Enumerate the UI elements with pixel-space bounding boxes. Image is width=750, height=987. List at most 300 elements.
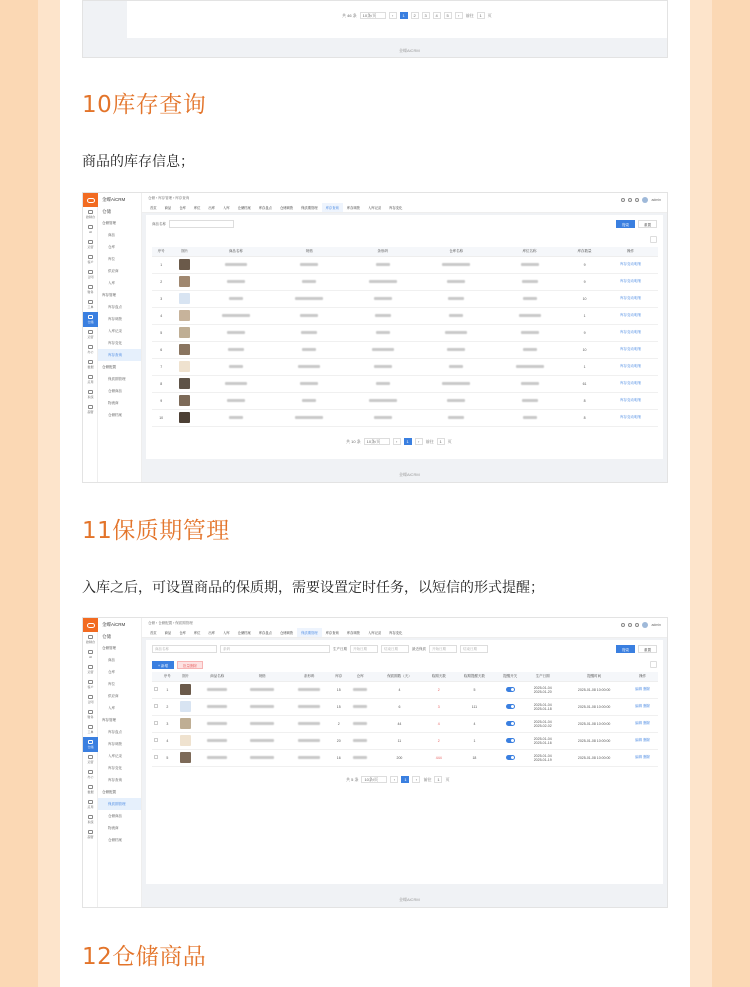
column-header[interactable]: 序号 xyxy=(160,672,174,681)
product-name-filter[interactable]: 商品名称 xyxy=(152,645,217,653)
blurred-cell xyxy=(238,698,287,715)
reset-button[interactable]: 重置 xyxy=(638,220,657,228)
icon-bar-item[interactable] xyxy=(83,387,98,402)
tab-item[interactable]: 仓储档案 xyxy=(237,206,251,210)
row-actions[interactable]: 编辑 删除 xyxy=(627,681,658,698)
column-header[interactable]: 商品名称 xyxy=(197,672,238,681)
row-number: 9 xyxy=(152,392,170,409)
submenu-item[interactable]: 库存查询 xyxy=(108,778,122,782)
blurred-text xyxy=(300,314,318,317)
row-actions[interactable]: 编辑 删除 xyxy=(627,749,658,766)
table-row xyxy=(152,324,658,341)
icon-bar-list xyxy=(83,207,97,417)
icon-bar-label: 办公 xyxy=(87,775,94,779)
barcode-filter[interactable]: 条码 xyxy=(220,645,330,653)
product-image xyxy=(179,395,190,406)
tab-item[interactable]: 库位 xyxy=(193,631,201,635)
icon-bar-item[interactable] xyxy=(83,402,98,417)
remind-toggle[interactable] xyxy=(506,738,515,743)
row-actions[interactable]: 编辑 删除 xyxy=(627,698,658,715)
stock-detail-link[interactable]: 库存变动明细 xyxy=(603,324,658,341)
row-checkbox[interactable] xyxy=(154,738,158,742)
blurred-text xyxy=(225,263,247,266)
product-image-cell xyxy=(174,715,196,732)
icon-bar-label: AI xyxy=(89,230,92,234)
submenu-item[interactable]: 仓库 xyxy=(108,245,115,249)
blurred-text xyxy=(207,756,227,759)
user-name[interactable]: admin xyxy=(651,198,661,202)
column-settings-icon[interactable] xyxy=(650,236,657,243)
tab-bar xyxy=(142,628,667,638)
row-checkbox[interactable] xyxy=(154,704,158,708)
product-image xyxy=(180,701,191,712)
icon-bar-item[interactable] xyxy=(83,342,98,357)
icon-bar-item[interactable] xyxy=(83,827,98,842)
submenu-item[interactable]: 库存查询 xyxy=(98,349,141,361)
blurred-text xyxy=(302,399,316,402)
production-date-from[interactable]: 开始日期 xyxy=(350,645,378,653)
blurred-text xyxy=(228,348,244,351)
icon-bar-item[interactable] xyxy=(83,632,98,647)
pager-total: 共 46 条 xyxy=(342,12,357,18)
table-row xyxy=(152,375,658,392)
production-date-to[interactable]: 结束日期 xyxy=(381,645,409,653)
icon-bar-label: 仓储 xyxy=(87,745,94,749)
remind-days: 4 xyxy=(453,715,496,732)
stock-detail-link[interactable]: 库存变动明细 xyxy=(603,375,658,392)
stock-quantity: 61 xyxy=(566,375,603,392)
tab-item[interactable]: 库存调拨 xyxy=(346,206,360,210)
shelf-life-days: 6 xyxy=(374,698,424,715)
column-header[interactable]: 序号 xyxy=(152,247,170,256)
blurred-text xyxy=(353,705,367,708)
page-button-1[interactable]: 1 xyxy=(400,12,408,19)
submenu-item[interactable]: 物流商 xyxy=(108,826,119,830)
blurred-text xyxy=(449,365,463,368)
icon-bar-item[interactable] xyxy=(83,207,98,222)
notification-icon[interactable] xyxy=(621,623,625,627)
blurred-cell xyxy=(199,290,272,307)
blurred-cell xyxy=(287,698,332,715)
column-header[interactable]: 临期天数 xyxy=(424,672,453,681)
app-submenu xyxy=(98,193,142,483)
blurred-text xyxy=(447,399,465,402)
search-button[interactable]: 搜索 xyxy=(616,220,635,228)
stock-detail-link[interactable]: 库存变动明细 xyxy=(603,290,658,307)
page-size-select[interactable]: 10条/页 xyxy=(360,12,386,19)
icon-bar-item[interactable] xyxy=(83,282,98,297)
tab-item[interactable]: 库存变化 xyxy=(389,631,403,635)
prev-page-button[interactable]: ‹ xyxy=(390,776,398,783)
tab-item[interactable]: 仓储调拨 xyxy=(279,206,294,210)
tab-item[interactable]: 库存变化 xyxy=(389,206,403,210)
blurred-text xyxy=(442,263,470,266)
prev-page-button[interactable]: ‹ xyxy=(389,12,397,19)
column-header[interactable]: 库存 xyxy=(332,672,346,681)
blurred-cell xyxy=(199,409,272,426)
row-checkbox-cell xyxy=(152,715,160,732)
submenu-item[interactable]: 库存调拨 xyxy=(108,317,122,321)
section-description: 商品的库存信息； xyxy=(82,154,194,170)
icon-bar-item[interactable] xyxy=(83,782,98,797)
icon-bar-item[interactable] xyxy=(83,722,98,737)
icon-bar-label: 客户 xyxy=(87,260,94,264)
icon-bar-item[interactable] xyxy=(83,252,98,267)
column-header[interactable]: 图片 xyxy=(170,247,199,256)
table-header-row xyxy=(152,247,658,256)
column-header[interactable]: 仓库名称 xyxy=(419,247,492,256)
remind-switch-cell xyxy=(496,698,525,715)
icon-bar-item[interactable] xyxy=(83,297,98,312)
table-row xyxy=(152,358,658,375)
icon-bar-item[interactable] xyxy=(83,767,98,782)
search-button[interactable]: 搜索 xyxy=(616,645,635,653)
table-row xyxy=(152,698,658,715)
goto-input[interactable]: 1 xyxy=(434,776,442,783)
blurred-cell xyxy=(273,392,346,409)
submenu-item[interactable]: 库存调拨 xyxy=(108,742,122,746)
product-image xyxy=(179,361,190,372)
blurred-cell xyxy=(419,358,492,375)
table-row xyxy=(152,715,658,732)
column-header[interactable]: 生产日期 xyxy=(524,672,561,681)
icon-bar-label: 数据 xyxy=(87,790,94,794)
tab-item[interactable]: 入库记录 xyxy=(367,206,382,210)
blurred-text xyxy=(225,382,247,385)
breadcrumb: 仓储 › 库存管理 › 库存查询 xyxy=(148,196,190,200)
column-header[interactable] xyxy=(152,672,160,681)
icon-bar-item[interactable] xyxy=(83,737,98,752)
row-checkbox-cell xyxy=(152,698,160,715)
stock-detail-link[interactable]: 库存变动明细 xyxy=(603,341,658,358)
notification-icon[interactable] xyxy=(621,198,625,202)
icon-bar-item[interactable] xyxy=(83,812,98,827)
submenu-item[interactable]: 仓储档案 xyxy=(108,413,122,417)
blurred-cell xyxy=(346,375,419,392)
stock-quantity: 9 xyxy=(566,324,603,341)
ops-icon xyxy=(88,755,93,759)
tab-item[interactable]: 首页 xyxy=(150,631,157,635)
submenu-item[interactable]: 库位 xyxy=(108,257,115,261)
submenu-item[interactable]: 入库 xyxy=(108,706,115,710)
inventory-table xyxy=(152,247,658,427)
icon-bar-item[interactable] xyxy=(83,357,98,372)
stock-count: 16 xyxy=(332,749,346,766)
submenu-item[interactable]: 保质期管理 xyxy=(108,377,126,381)
icon-bar-label: 应用 xyxy=(87,805,94,809)
stock-detail-link[interactable]: 库存变动明细 xyxy=(603,256,658,273)
shelf-life-days: 4 xyxy=(374,681,424,698)
row-actions[interactable]: 编辑 删除 xyxy=(627,715,658,732)
tab-item[interactable]: 入库 xyxy=(222,206,230,210)
submenu-item[interactable]: 入库记录 xyxy=(108,329,122,333)
warehouse-icon xyxy=(88,740,93,744)
remind-toggle[interactable] xyxy=(506,704,515,709)
submenu-group[interactable]: 仓储配置 xyxy=(102,790,116,794)
row-actions[interactable]: 编辑 删除 xyxy=(627,732,658,749)
product-image xyxy=(179,310,190,321)
column-settings-icon[interactable] xyxy=(650,661,657,668)
icon-bar-label: 控制台 xyxy=(85,640,95,644)
blurred-cell xyxy=(273,358,346,375)
column-header[interactable]: 操作 xyxy=(627,672,658,681)
submenu-item[interactable]: 商品 xyxy=(108,233,115,237)
blurred-cell xyxy=(493,273,566,290)
submenu-item[interactable]: 商品 xyxy=(108,658,115,662)
column-header[interactable]: 操作 xyxy=(603,247,658,256)
ai-icon xyxy=(88,650,93,654)
tab-item[interactable]: 首页 xyxy=(150,206,157,210)
submenu-group[interactable]: 仓储配置 xyxy=(102,365,116,369)
blurred-cell xyxy=(493,375,566,392)
product-image-cell xyxy=(174,681,196,698)
submenu-item[interactable]: 仓储商品 xyxy=(108,389,122,393)
page-label: 页 xyxy=(487,12,492,18)
row-number: 4 xyxy=(160,732,174,749)
blurred-cell xyxy=(273,409,346,426)
shelf-life-days: 200 xyxy=(374,749,424,766)
blurred-cell xyxy=(197,749,238,766)
icon-bar-item[interactable] xyxy=(83,797,98,812)
reset-button[interactable]: 重置 xyxy=(638,645,657,653)
icon-bar-item[interactable] xyxy=(83,662,98,677)
blurred-cell xyxy=(346,715,375,732)
remind-time: 2025-01-08 10:00:00 xyxy=(561,681,627,698)
icon-bar-item[interactable] xyxy=(83,707,98,722)
settings-icon[interactable] xyxy=(635,198,639,202)
product-image-cell xyxy=(170,392,199,409)
next-page-button[interactable]: › xyxy=(412,776,420,783)
tab-item[interactable]: 出库 xyxy=(208,631,215,635)
blurred-cell xyxy=(238,681,287,698)
fullscreen-icon[interactable] xyxy=(628,623,632,627)
icon-bar-label: 运营 xyxy=(87,245,94,249)
expiry-date-to[interactable]: 结束日期 xyxy=(460,645,488,653)
blurred-text xyxy=(298,688,320,691)
product-image xyxy=(179,293,190,304)
icon-bar-item[interactable] xyxy=(83,677,98,692)
tab-item[interactable]: 出库 xyxy=(208,206,215,210)
user-name[interactable]: admin xyxy=(651,623,661,627)
product-image xyxy=(179,276,190,287)
blurred-cell xyxy=(287,681,332,698)
goto-label: 前往 xyxy=(423,776,432,782)
remind-toggle[interactable] xyxy=(506,755,515,760)
expiry-date-label: 最近保质 xyxy=(412,646,426,651)
blurred-cell xyxy=(287,732,332,749)
column-header[interactable]: 商品名称 xyxy=(199,247,272,256)
icon-bar-item[interactable] xyxy=(83,237,98,252)
tab-item[interactable]: 库存盘点 xyxy=(258,631,272,635)
icon-bar-label: 办公 xyxy=(87,350,94,354)
blurred-text xyxy=(227,280,245,283)
column-header[interactable]: 临期提醒天数 xyxy=(453,672,496,681)
submenu-group[interactable]: 库存管理 xyxy=(102,718,116,722)
icon-bar-item[interactable] xyxy=(83,327,98,342)
search-actions xyxy=(616,645,657,653)
submenu-item[interactable]: 库存盘点 xyxy=(108,730,122,734)
expiry-date-from[interactable]: 开始日期 xyxy=(429,645,457,653)
icon-bar-item[interactable] xyxy=(83,267,98,282)
page-size-select[interactable]: 10条/页 xyxy=(364,438,390,445)
stock-detail-link[interactable]: 库存变动明细 xyxy=(603,409,658,426)
tab-item[interactable]: 入库记录 xyxy=(367,631,382,635)
blurred-text xyxy=(375,314,391,317)
tab-item[interactable]: 库位 xyxy=(193,206,201,210)
page-button-2[interactable]: 2 xyxy=(411,12,419,19)
tab-item[interactable]: 保质期管理 xyxy=(297,628,321,637)
blurred-text xyxy=(302,348,316,351)
column-header[interactable]: 规格 xyxy=(238,672,287,681)
next-page-button[interactable]: › xyxy=(415,438,423,445)
tab-item[interactable]: 仓储档案 xyxy=(237,631,251,635)
blurred-text xyxy=(207,739,227,742)
tab-item[interactable]: 库存查询 xyxy=(325,631,339,635)
tab-item[interactable]: 库存调拨 xyxy=(346,631,360,635)
remind-switch-cell xyxy=(496,715,525,732)
submenu-item[interactable]: 入库 xyxy=(108,281,115,285)
blurred-text xyxy=(523,297,537,300)
submenu-item[interactable]: 保质期管理 xyxy=(98,798,141,810)
submenu-item[interactable]: 库位 xyxy=(108,682,115,686)
pagination xyxy=(346,438,452,445)
column-header[interactable]: 条形码 xyxy=(346,247,419,256)
stock-detail-link[interactable]: 库存变动明细 xyxy=(603,358,658,375)
icon-bar-label: 运营 xyxy=(87,760,94,764)
blurred-cell xyxy=(493,409,566,426)
column-header[interactable]: 提醒开关 xyxy=(496,672,525,681)
product-image-cell xyxy=(170,324,199,341)
tab-item[interactable]: 入库 xyxy=(222,631,230,635)
row-number: 5 xyxy=(152,324,170,341)
column-header[interactable]: 规格 xyxy=(273,247,346,256)
icon-bar-item[interactable] xyxy=(83,312,98,327)
icon-bar-item[interactable] xyxy=(83,372,98,387)
icon-bar-item[interactable] xyxy=(83,647,98,662)
prev-page-button[interactable]: ‹ xyxy=(393,438,401,445)
search-input[interactable] xyxy=(169,220,234,228)
submenu-item[interactable]: 库存变化 xyxy=(108,766,122,770)
icon-bar-item[interactable] xyxy=(83,222,98,237)
row-number: 3 xyxy=(160,715,174,732)
row-checkbox[interactable] xyxy=(154,755,158,759)
page-button-1[interactable]: 1 xyxy=(401,776,409,783)
blurred-cell xyxy=(199,273,272,290)
stock-detail-link[interactable]: 库存变动明细 xyxy=(603,307,658,324)
icon-bar-item[interactable] xyxy=(83,752,98,767)
page-button-1[interactable]: 1 xyxy=(404,438,412,445)
page-button-4[interactable]: 4 xyxy=(433,12,441,19)
add-button[interactable]: + 新增 xyxy=(152,661,174,669)
near-expiry-days: 2 xyxy=(424,732,453,749)
blurred-cell xyxy=(419,273,492,290)
ai-icon xyxy=(88,225,93,229)
icon-bar-label: 控制台 xyxy=(85,215,95,219)
tab-item[interactable]: 库存查询 xyxy=(322,203,343,212)
icon-bar-label: 仓储 xyxy=(87,320,94,324)
column-header[interactable]: 条形码 xyxy=(287,672,332,681)
submenu-item[interactable]: 仓储商品 xyxy=(108,814,122,818)
fullscreen-icon[interactable] xyxy=(628,198,632,202)
page-button-3[interactable]: 3 xyxy=(422,12,430,19)
stock-count: 15 xyxy=(332,681,346,698)
stock-quantity: 1 xyxy=(566,358,603,375)
goto-input[interactable]: 1 xyxy=(477,12,485,19)
product-image-cell xyxy=(170,409,199,426)
contract-icon xyxy=(88,695,93,699)
icon-bar-item[interactable] xyxy=(83,692,98,707)
tab-item[interactable]: 仓储调拨 xyxy=(279,631,294,635)
blurred-cell xyxy=(346,341,419,358)
batch-delete-button[interactable]: 批量删除 xyxy=(177,661,203,669)
tab-item[interactable]: 商品 xyxy=(164,206,172,210)
table-row xyxy=(152,341,658,358)
icon-bar-label: 超管 xyxy=(87,835,94,839)
page-button-5[interactable]: 5 xyxy=(444,12,452,19)
submenu-item[interactable]: 仓库 xyxy=(108,670,115,674)
row-checkbox[interactable] xyxy=(154,687,158,691)
submenu-group[interactable]: 仓储管理 xyxy=(102,221,116,225)
stock-detail-link[interactable]: 库存变动明细 xyxy=(603,392,658,409)
filter-row xyxy=(152,645,488,653)
submenu-item[interactable]: 库存变化 xyxy=(108,341,122,345)
row-number: 3 xyxy=(152,290,170,307)
icon-bar-label: 系统 xyxy=(87,395,94,399)
tab-item[interactable]: 库存盘点 xyxy=(258,206,272,210)
blurred-text xyxy=(523,348,537,351)
remind-days: 18 xyxy=(453,749,496,766)
row-checkbox[interactable] xyxy=(154,721,158,725)
submenu-item[interactable]: 入库记录 xyxy=(108,754,122,758)
tab-item[interactable]: 仓库 xyxy=(179,631,186,635)
submenu-item[interactable]: 供应商 xyxy=(108,269,119,273)
product-image-cell xyxy=(170,375,199,392)
next-page-button[interactable]: › xyxy=(455,12,463,19)
column-header[interactable]: 库存数量 xyxy=(566,247,603,256)
app-submenu xyxy=(98,618,142,908)
submenu-group[interactable]: 库存管理 xyxy=(102,293,116,297)
page-size-select[interactable]: 10条/页 xyxy=(361,776,387,783)
goto-input[interactable]: 1 xyxy=(437,438,445,445)
tab-item[interactable]: 商品 xyxy=(164,631,172,635)
column-header[interactable]: 图片 xyxy=(174,672,196,681)
stock-detail-link[interactable]: 库存变动明细 xyxy=(603,273,658,290)
product-image-cell xyxy=(170,273,199,290)
blurred-cell xyxy=(493,307,566,324)
remind-toggle[interactable] xyxy=(506,687,515,692)
blurred-cell xyxy=(238,715,287,732)
submenu-item[interactable]: 供应商 xyxy=(108,694,119,698)
tab-item[interactable]: 保质期管理 xyxy=(301,206,318,210)
settings-icon[interactable] xyxy=(635,623,639,627)
production-date: 2025-01-04 2025-01-20 xyxy=(524,681,561,698)
submenu-item[interactable]: 仓储档案 xyxy=(108,838,122,842)
blurred-cell xyxy=(238,732,287,749)
row-number: 10 xyxy=(152,409,170,426)
tab-item[interactable]: 仓库 xyxy=(179,206,186,210)
blurred-cell xyxy=(199,256,272,273)
submenu-group[interactable]: 仓储管理 xyxy=(102,646,116,650)
submenu-item[interactable]: 库存盘点 xyxy=(108,305,122,309)
submenu-item[interactable]: 物流商 xyxy=(108,401,119,405)
column-header[interactable]: 提醒时间 xyxy=(561,672,627,681)
column-header[interactable]: 仓库 xyxy=(346,672,375,681)
column-header[interactable]: 保质期数（天） xyxy=(374,672,424,681)
column-header[interactable]: 库位名称 xyxy=(493,247,566,256)
blurred-cell xyxy=(287,715,332,732)
blurred-text xyxy=(447,280,465,283)
remind-toggle[interactable] xyxy=(506,721,515,726)
